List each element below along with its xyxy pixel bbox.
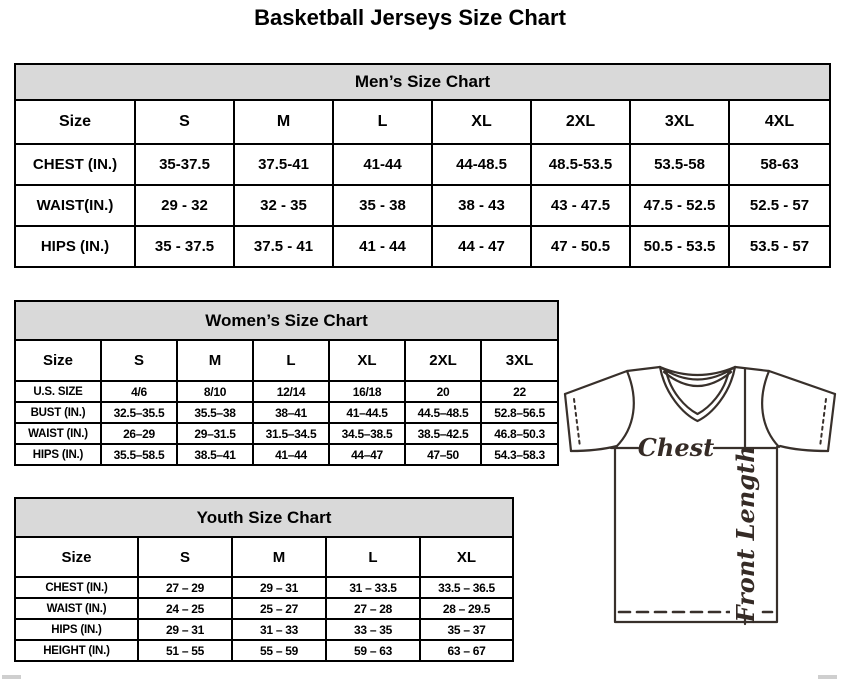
table-cell: 25 – 27 — [232, 598, 326, 619]
row-label: HIPS (IN.) — [15, 226, 135, 267]
table-cell: 22 — [481, 381, 558, 402]
table-cell: 53.5-58 — [630, 144, 729, 185]
table-cell: 38 - 43 — [432, 185, 531, 226]
table-cell: 35.5–38 — [177, 402, 253, 423]
table-row — [15, 577, 513, 598]
jersey-collar-band — [660, 367, 735, 386]
table-cell: 29–31.5 — [177, 423, 253, 444]
column-header: M — [234, 100, 333, 144]
table-cell: 35 - 37.5 — [135, 226, 234, 267]
jersey-left-shoulder-line — [565, 367, 660, 394]
table-cell: 53.5 - 57 — [729, 226, 830, 267]
jersey-left-sleeve-seam — [616, 371, 634, 447]
table-cell: 41–44.5 — [329, 402, 405, 423]
table-cell: 52.5 - 57 — [729, 185, 830, 226]
column-header: 2XL — [405, 340, 481, 381]
table-cell: 63 – 67 — [420, 640, 513, 661]
table-cell: 38–41 — [253, 402, 329, 423]
jersey-right-sleeve-seam — [762, 371, 779, 447]
column-header: 3XL — [481, 340, 558, 381]
column-header: 4XL — [729, 100, 830, 144]
table-cell: 4/6 — [101, 381, 177, 402]
table-cell: 29 - 32 — [135, 185, 234, 226]
row-label: CHEST (IN.) — [15, 577, 138, 598]
table-cell: 32.5–35.5 — [101, 402, 177, 423]
table-cell: 31.5–34.5 — [253, 423, 329, 444]
table-cell: 48.5-53.5 — [531, 144, 630, 185]
column-header: XL — [329, 340, 405, 381]
column-header: XL — [432, 100, 531, 144]
table-row — [15, 598, 513, 619]
table-cell: 46.8–50.3 — [481, 423, 558, 444]
column-header: M — [177, 340, 253, 381]
column-header: S — [101, 340, 177, 381]
table-cell: 38.5–41 — [177, 444, 253, 465]
table-cell: 59 – 63 — [326, 640, 420, 661]
jersey-left-sleeve-end — [565, 394, 571, 451]
table-cell: 26–29 — [101, 423, 177, 444]
table-cell: 58-63 — [729, 144, 830, 185]
table-row — [15, 144, 830, 185]
table-cell: 35.5–58.5 — [101, 444, 177, 465]
column-header: S — [138, 537, 232, 577]
table-cell: 20 — [405, 381, 481, 402]
column-header: XL — [420, 537, 513, 577]
page-title: Basketball Jerseys Size Chart — [254, 5, 566, 30]
table-cell: 44–47 — [329, 444, 405, 465]
chart-title-band: Youth Size Chart — [15, 498, 513, 537]
table-cell: 41-44 — [333, 144, 432, 185]
row-label: BUST (IN.) — [15, 402, 101, 423]
row-label: WAIST (IN.) — [15, 598, 138, 619]
column-header: S — [135, 100, 234, 144]
column-header: 3XL — [630, 100, 729, 144]
table-cell: 31 – 33 — [232, 619, 326, 640]
row-label: WAIST (IN.) — [15, 423, 101, 444]
jersey-right-sleeve-underside — [780, 446, 828, 451]
table-row — [15, 444, 558, 465]
table-cell: 29 – 31 — [232, 577, 326, 598]
table-cell: 52.8–56.5 — [481, 402, 558, 423]
jersey-vneck-inner — [666, 370, 729, 414]
table-cell: 33.5 – 36.5 — [420, 577, 513, 598]
front-length-label: Front Length — [731, 445, 760, 623]
column-header: L — [253, 340, 329, 381]
womens-size-table — [14, 300, 559, 466]
table-cell: 47 - 50.5 — [531, 226, 630, 267]
scrollbar-fragment-right[interactable] — [818, 675, 837, 679]
row-label: HEIGHT (IN.) — [15, 640, 138, 661]
table-cell: 44-48.5 — [432, 144, 531, 185]
table-cell: 54.3–58.3 — [481, 444, 558, 465]
column-header: Size — [15, 340, 101, 381]
column-header: Size — [15, 100, 135, 144]
chest-label: Chest — [637, 433, 715, 462]
row-label: CHEST (IN.) — [15, 144, 135, 185]
row-label: WAIST(IN.) — [15, 185, 135, 226]
table-cell: 47.5 - 52.5 — [630, 185, 729, 226]
table-row — [15, 226, 830, 267]
table-cell: 37.5-41 — [234, 144, 333, 185]
table-cell: 41 - 44 — [333, 226, 432, 267]
table-cell: 35-37.5 — [135, 144, 234, 185]
table-cell: 32 - 35 — [234, 185, 333, 226]
table-cell: 34.5–38.5 — [329, 423, 405, 444]
table-cell: 27 – 28 — [326, 598, 420, 619]
chart-title-band: Women’s Size Chart — [15, 301, 558, 340]
table-cell: 43 - 47.5 — [531, 185, 630, 226]
table-cell: 47–50 — [405, 444, 481, 465]
mens-size-table — [14, 63, 831, 268]
table-cell: 35 – 37 — [420, 619, 513, 640]
table-row — [15, 402, 558, 423]
table-cell: 12/14 — [253, 381, 329, 402]
table-row — [15, 640, 513, 661]
table-cell: 27 – 29 — [138, 577, 232, 598]
youth-size-table — [14, 497, 514, 662]
column-header: L — [333, 100, 432, 144]
column-header: 2XL — [531, 100, 630, 144]
table-row — [15, 423, 558, 444]
row-label: HIPS (IN.) — [15, 619, 138, 640]
table-cell: 55 – 59 — [232, 640, 326, 661]
jersey-right-sleeve-dashes — [820, 399, 826, 447]
table-cell: 8/10 — [177, 381, 253, 402]
jersey-right-sleeve-end — [828, 394, 835, 451]
column-header: Size — [15, 537, 138, 577]
row-label: U.S. SIZE — [15, 381, 101, 402]
table-cell: 50.5 - 53.5 — [630, 226, 729, 267]
table-cell: 16/18 — [329, 381, 405, 402]
table-row — [15, 381, 558, 402]
jersey-right-shoulder-line — [735, 367, 835, 394]
table-cell: 33 – 35 — [326, 619, 420, 640]
table-cell: 28 – 29.5 — [420, 598, 513, 619]
table-cell: 37.5 - 41 — [234, 226, 333, 267]
table-cell: 38.5–42.5 — [405, 423, 481, 444]
row-label: HIPS (IN.) — [15, 444, 101, 465]
table-row — [15, 619, 513, 640]
table-cell: 51 – 55 — [138, 640, 232, 661]
jersey-measurement-diagram — [553, 358, 843, 658]
column-header: L — [326, 537, 420, 577]
table-cell: 35 - 38 — [333, 185, 432, 226]
table-row — [15, 185, 830, 226]
column-header: M — [232, 537, 326, 577]
chart-title-band: Men’s Size Chart — [15, 64, 830, 100]
jersey-left-sleeve-dashes — [574, 399, 580, 447]
table-cell: 31 – 33.5 — [326, 577, 420, 598]
table-cell: 41–44 — [253, 444, 329, 465]
table-cell: 44.5–48.5 — [405, 402, 481, 423]
table-cell: 44 - 47 — [432, 226, 531, 267]
table-cell: 29 – 31 — [138, 619, 232, 640]
table-cell: 24 – 25 — [138, 598, 232, 619]
scrollbar-fragment-left[interactable] — [2, 675, 21, 679]
